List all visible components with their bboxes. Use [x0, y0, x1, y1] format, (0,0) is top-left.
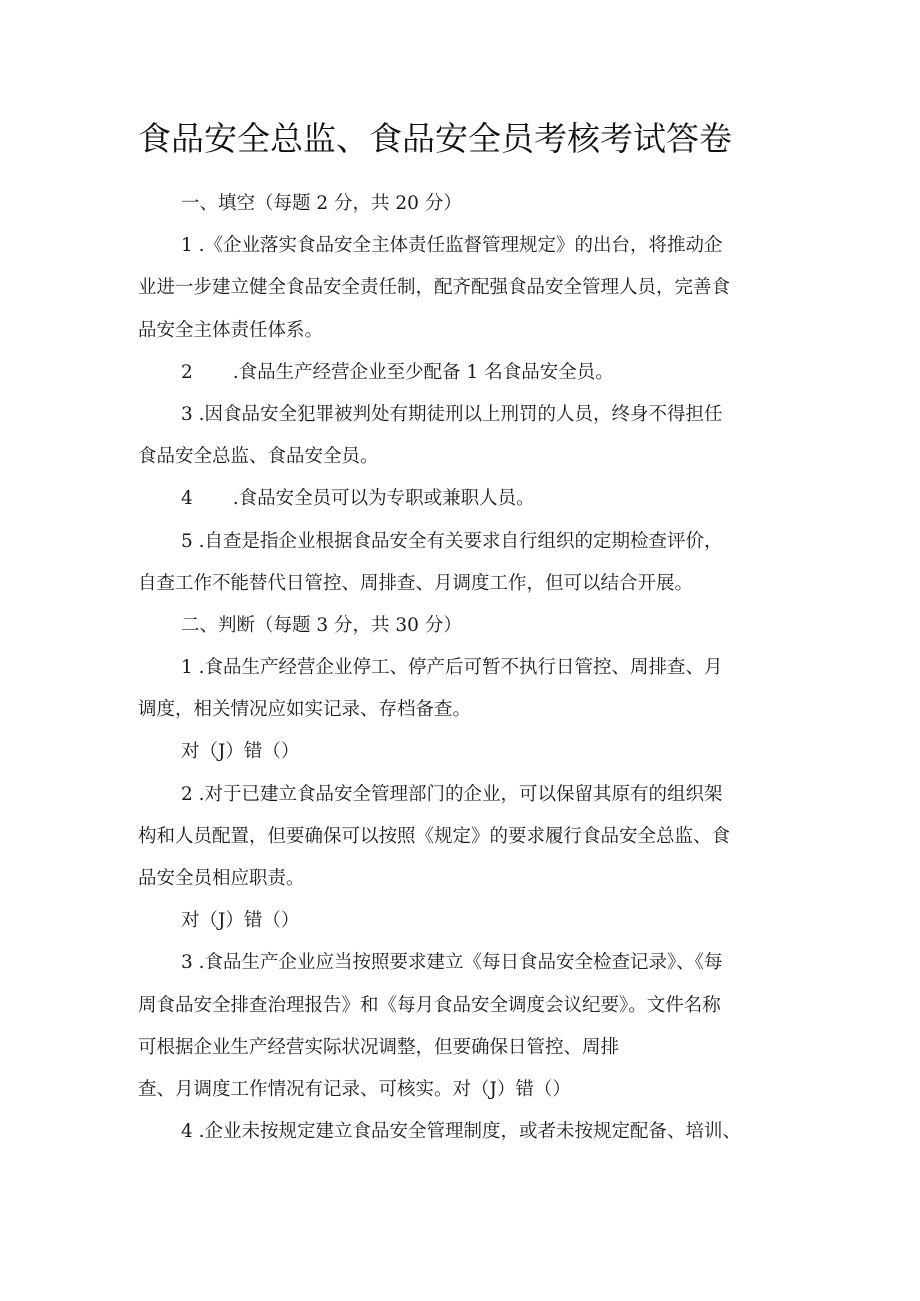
paragraph-line: 3 .食品生产企业应当按照要求建立《每日食品安全检查记录》、《每 [181, 952, 723, 974]
page-title: 食品安全总监、食品安全员考核考试答卷 [138, 119, 732, 158]
paragraph-line: 自查工作不能替代日管控、周排查、月调度工作，但可以结合开展。 [138, 572, 694, 594]
document-body [138, 183, 788, 1153]
paragraph-line: 可根据企业生产经营实际状况调整，但要确保日管控、周排 [138, 1036, 620, 1058]
answer-line: 对（J）错（） [181, 910, 300, 932]
paragraph-line: 1 .食品生产经营企业停工、停产后可暂不执行日管控、周排查、月 [181, 657, 723, 679]
paragraph-line: 2 .对于已建立食品安全管理部门的企业，可以保留其原有的组织架 [181, 783, 723, 805]
item-number: 4 [181, 488, 193, 510]
paragraph-line: 查、月调度工作情况有记录、可核实。对（J）错（） [138, 1078, 571, 1100]
paragraph-line: 周食品安全排查治理报告》和《每月食品安全调度会议纪要》。文件名称 [138, 994, 721, 1016]
paragraph-line: 2 .食品生产经营企业至少配备 1 名食品安全员。 [138, 352, 788, 394]
section-heading-fill-blank: 一、填空（每题 2 分，共 20 分） [181, 193, 462, 214]
item-number: 2 [181, 361, 193, 383]
paragraph-line: 4 .食品安全员可以为专职或兼职人员。 [138, 478, 788, 520]
section-heading-true-false: 二、判断（每题 3 分，共 30 分） [181, 614, 462, 636]
paragraph-line: 品安全主体责任体系。 [138, 319, 324, 341]
paragraph-line: 食品安全总监、食品安全员。 [138, 446, 379, 468]
paragraph-line: 调度，相关情况应如实记录、存档备查。 [138, 699, 472, 721]
paragraph-line: 1 .《企业落实食品安全主体责任监督管理规定》的出台，将推动企 [181, 235, 723, 257]
paragraph-line: 5 .自查是指企业根据食品安全有关要求自行组织的定期检查评价， [181, 530, 723, 552]
paragraph-line: 3 .因食品安全犯罪被判处有期徒刑以上刑罚的人员，终身不得担任 [181, 403, 723, 425]
paragraph-line: 品安全员相应职责。 [138, 868, 305, 889]
paragraph-line: 4 .企业未按规定建立食品安全管理制度，或者未按规定配备、培训、 [181, 1121, 742, 1143]
paragraph-line: 业进一步建立健全食品安全责任制，配齐配强食品安全管理人员，完善食 [138, 277, 731, 299]
paragraph-line: 构和人员配置，但要确保可以按照《规定》的要求履行食品安全总监、食 [138, 825, 731, 847]
answer-line: 对（J）错（） [181, 741, 300, 763]
